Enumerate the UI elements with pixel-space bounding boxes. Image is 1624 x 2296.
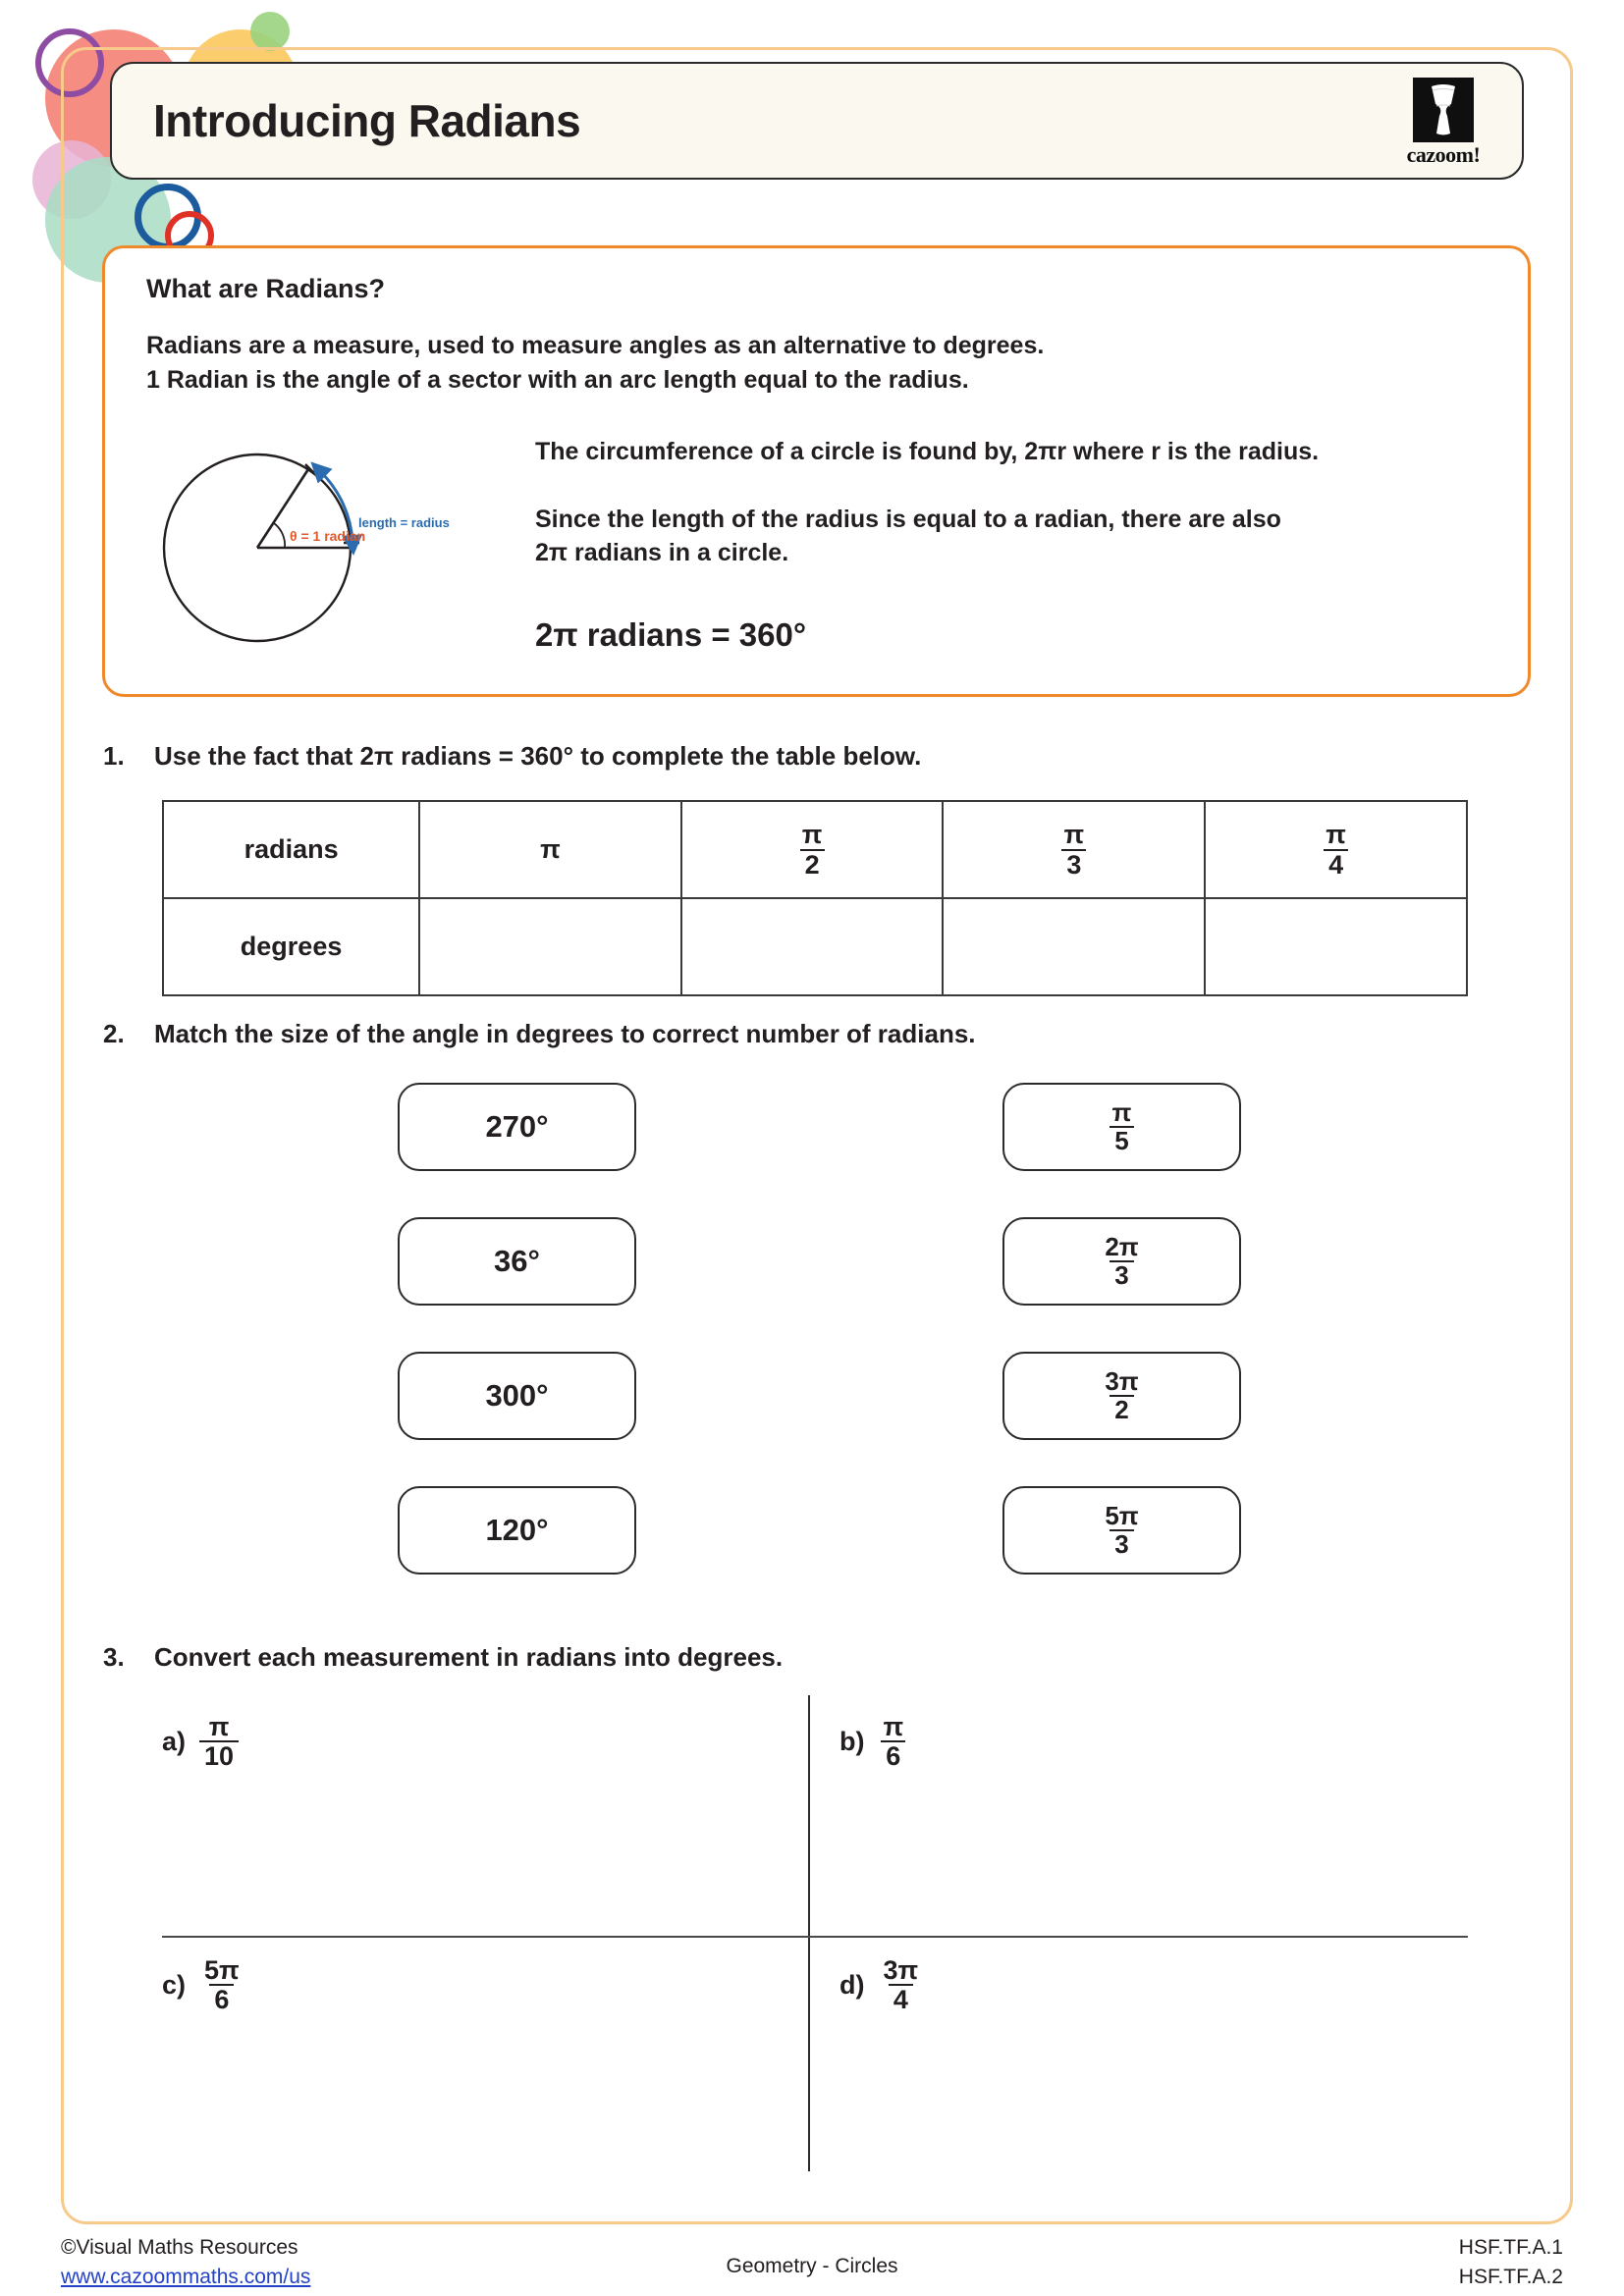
page-footer	[0, 2233, 1624, 2296]
match-degree-value: 270°	[485, 1109, 549, 1144]
convert-item-a[interactable]	[162, 1713, 239, 1771]
question-1	[103, 741, 921, 772]
info-para-1: The circumference of a circle is found by, 2πr where r is the radius.	[535, 438, 1320, 465]
table-cell-radians-3	[943, 801, 1205, 898]
convert-item-d[interactable]	[839, 1956, 923, 2014]
footer-website-link[interactable]: www.cazoommaths.com/us	[61, 2266, 311, 2289]
question-1-text: Use the fact that 2π radians = 360° to complete the table below.	[154, 741, 922, 771]
footer-right	[1459, 2233, 1563, 2293]
match-degree-value: 300°	[485, 1378, 549, 1413]
table-row-label: radians	[163, 801, 419, 898]
convert-label: d)	[839, 1969, 865, 2000]
page-title: Introducing Radians	[153, 95, 581, 146]
fraction-denominator: 6	[209, 1984, 234, 2013]
diagram-arc-label: length = radius	[358, 515, 450, 530]
info-line-1: Radians are a measure, used to measure angles as an alternative to degrees.	[146, 332, 1045, 359]
table-cell-degrees-4[interactable]	[1205, 898, 1467, 995]
info-equation: 2π radians = 360°	[535, 616, 807, 653]
match-degree-box-1[interactable]	[398, 1083, 636, 1171]
cazoom-logo-word: cazoom!	[1406, 142, 1481, 167]
title-bar	[110, 62, 1524, 180]
question-3-number: 3.	[103, 1642, 125, 1672]
fraction-denominator: 5	[1110, 1126, 1133, 1154]
match-degree-value: 36°	[494, 1244, 540, 1278]
question-2	[103, 1019, 976, 1049]
fraction-numerator: π	[208, 1712, 230, 1741]
match-radian-box-2[interactable]	[1002, 1217, 1241, 1306]
info-box	[102, 245, 1531, 697]
radians-degrees-table	[162, 800, 1468, 996]
match-degree-box-4[interactable]	[398, 1486, 636, 1575]
fraction-denominator: 4	[889, 1984, 913, 2013]
table-row	[163, 801, 1467, 898]
fraction-numerator: π	[1111, 1096, 1132, 1127]
info-heading: What are Radians?	[146, 274, 386, 303]
fraction-denominator: 2	[1110, 1395, 1133, 1423]
deco-circle-green-small	[250, 12, 290, 51]
fraction-numerator: 5π	[1105, 1500, 1139, 1530]
table-cell-degrees-1[interactable]	[419, 898, 681, 995]
fraction-denominator: 4	[1324, 849, 1348, 879]
fraction-denominator: 10	[199, 1740, 239, 1770]
diagram-angle-label: θ = 1 radian	[290, 528, 366, 544]
convert-label: c)	[162, 1969, 187, 2000]
table-row-label: degrees	[163, 898, 419, 995]
info-para-2	[535, 503, 1478, 570]
info-para-2a: Since the length of the radius is equal to a radian, there are also	[535, 505, 1281, 533]
question-2-text: Match the size of the angle in degrees to correct number of radians.	[154, 1019, 976, 1048]
info-line-2: 1 Radian is the angle of a sector with an arc length equal to the radius.	[146, 365, 969, 394]
footer-standard-1: HSF.TF.A.1	[1458, 2236, 1563, 2259]
table-cell-radians-4	[1205, 801, 1467, 898]
question-3	[103, 1642, 783, 1673]
fraction-numerator: 3π	[883, 1955, 919, 1985]
convert-label: b)	[839, 1726, 865, 1756]
convert-label: a)	[162, 1726, 187, 1756]
fraction-numerator: 3π	[1105, 1365, 1139, 1396]
footer-copyright: ©Visual Maths Resources	[61, 2236, 298, 2259]
match-degree-box-2[interactable]	[398, 1217, 636, 1306]
info-para-2b: 2π radians in a circle.	[535, 539, 789, 566]
fraction-denominator: 3	[1110, 1529, 1133, 1558]
cazoom-logo	[1398, 78, 1489, 168]
table-cell-radians-2	[681, 801, 944, 898]
match-radian-box-3[interactable]	[1002, 1352, 1241, 1440]
fraction-numerator: π	[883, 1712, 904, 1741]
question-2-number: 2.	[103, 1019, 125, 1048]
convert-item-b[interactable]	[839, 1713, 908, 1771]
fraction-numerator: π	[1063, 820, 1085, 850]
fraction-numerator: 5π	[204, 1955, 240, 1985]
question-3-horizontal-divider	[162, 1936, 1468, 1938]
question-3-text: Convert each measurement in radians into degrees.	[154, 1642, 784, 1672]
fraction-denominator: 6	[881, 1740, 905, 1770]
cazoom-drum-logo-icon	[1413, 78, 1474, 142]
radian-circle-diagram	[135, 425, 527, 670]
match-radian-box-1[interactable]	[1002, 1083, 1241, 1171]
fraction-numerator: π	[1326, 820, 1346, 850]
question-1-number: 1.	[103, 741, 125, 771]
table-cell-degrees-2[interactable]	[681, 898, 944, 995]
fraction-numerator: 2π	[1105, 1231, 1139, 1261]
match-degree-value: 120°	[485, 1513, 549, 1547]
match-degree-box-3[interactable]	[398, 1352, 636, 1440]
info-intro	[146, 329, 1044, 397]
convert-item-c[interactable]	[162, 1956, 244, 2014]
info-explanation	[535, 435, 1478, 604]
fraction-denominator: 3	[1110, 1260, 1133, 1289]
footer-topic: Geometry - Circles	[726, 2255, 898, 2277]
question-3-vertical-divider	[808, 1695, 810, 2171]
footer-standard-2: HSF.TF.A.2	[1458, 2266, 1563, 2289]
fraction-denominator: 3	[1061, 849, 1086, 879]
fraction-denominator: 2	[800, 849, 825, 879]
table-cell-radians-1: π	[419, 801, 681, 898]
table-cell-degrees-3[interactable]	[943, 898, 1205, 995]
match-radian-box-4[interactable]	[1002, 1486, 1241, 1575]
table-row	[163, 898, 1467, 995]
fraction-numerator: π	[801, 820, 823, 850]
